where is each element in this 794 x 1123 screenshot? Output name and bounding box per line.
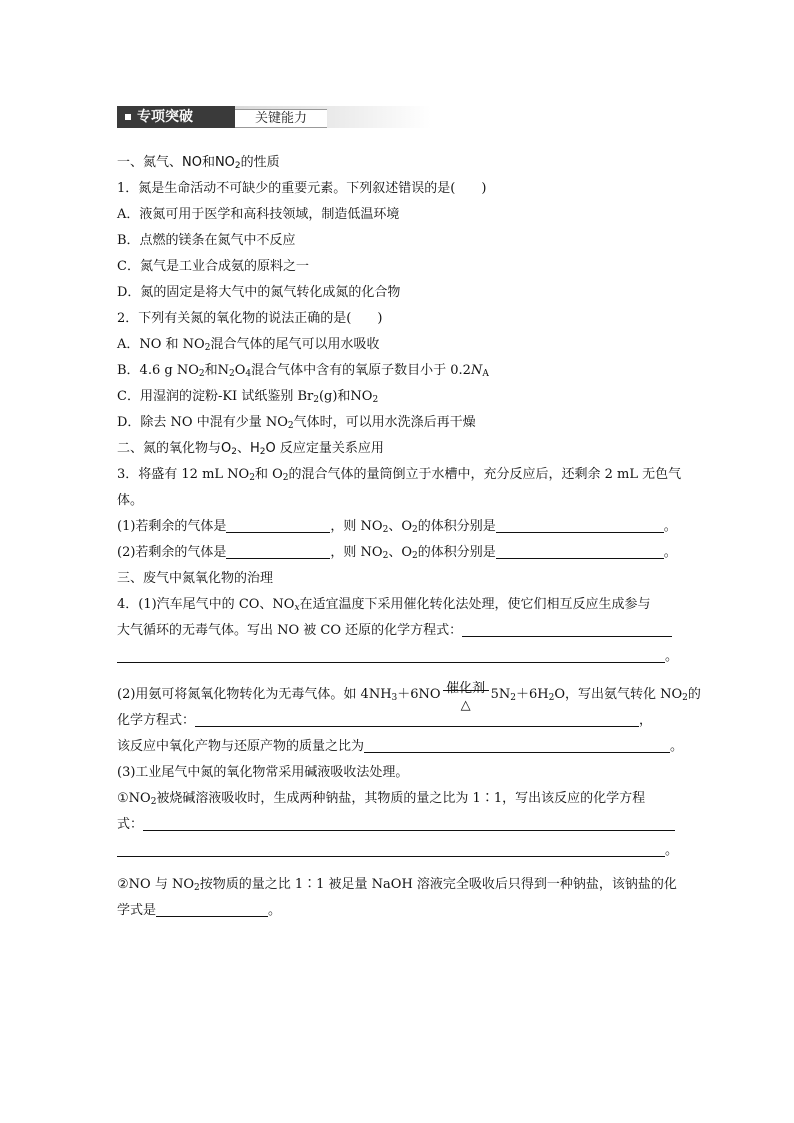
- q2-option-a: A．NO 和 $NO_2$混合气体的尾气可以用水吸收: [117, 337, 380, 353]
- banner-title-block: [117, 106, 235, 128]
- q4-part2-blank-equation[interactable]: [195, 710, 639, 727]
- q2-option-c: C．用湿润的淀粉-KI 试纸鉴别 $Br_2(g)$和$NO_2$: [117, 389, 379, 405]
- q3-part2: (2)若剩余的气体是 ，则 $NO_2$、$O_2$的体积分别是 。: [117, 540, 679, 566]
- q1-option-b: B．点燃的镁条在氮气中不反应: [117, 233, 296, 248]
- section-banner: [117, 106, 431, 128]
- q1-option-a: A．液氮可用于医学和高科技领域，制造低温环境: [117, 207, 400, 222]
- q4-part3-2-line2: 学式是 。: [117, 898, 679, 924]
- q4-part3-1-line3: 。: [117, 838, 679, 872]
- q4-part3-1-blank-equation[interactable]: [143, 814, 675, 831]
- q4-part2-line3: 该反应中氧化产物与还原产物的质量之比为 。: [117, 734, 679, 760]
- q3-stem-line1: 3．将盛有 12 mL $NO_2$和 $O_2$的混合气体的量筒倒立于水槽中，充分反应后，还剩余 2 mL 无色气: [117, 467, 682, 483]
- q3-part2-blank-volumes[interactable]: [496, 542, 664, 559]
- q4-part3-1-blank-continued[interactable]: [117, 840, 665, 857]
- q1-stem: 1．氮是生命活动不可缺少的重要元素。下列叙述错误的是( ): [117, 181, 487, 196]
- square-bullet-icon: [125, 114, 131, 120]
- q4-part2-blank-ratio[interactable]: [364, 736, 670, 753]
- q4-part3-heading: (3)工业尾气中氮的氧化物常采用碱液吸收法处理。: [117, 765, 409, 780]
- q3-stem-line2: 体。: [117, 493, 144, 508]
- banner-subtitle: 关键能力: [235, 109, 327, 128]
- q1-option-c: C．氮气是工业合成氨的原料之一: [117, 259, 309, 274]
- section-1-heading: 一、氮气、NO和$NO_2$的性质: [117, 155, 280, 171]
- q4-part1-line3: 。: [117, 644, 679, 678]
- q4-part3-2-blank-formula[interactable]: [156, 900, 268, 917]
- q3-part1: (1)若剩余的气体是 ，则 $NO_2$、$O_2$的体积分别是 。: [117, 514, 679, 540]
- q4-part1-line2: 大气循环的无毒气体。写出 NO 被 CO 还原的化学方程式：: [117, 618, 679, 644]
- q4-part3-1-line1: $①NO_2$被烧碱溶液吸收时，生成两种钠盐，其物质的量之比为 1∶1，写出该反应的化学方程: [117, 791, 646, 807]
- banner-title: 专项突破: [137, 109, 193, 125]
- q2-stem: 2．下列有关氮的氧化物的说法正确的是( ): [117, 311, 383, 326]
- q2-option-d: D．除去 NO 中混有少量 $NO_2$气体时，可以用水洗涤后再干燥: [117, 415, 476, 431]
- q4-part3-2-line1: ②NO 与 $NO_2$按物质的量之比 1∶1 被足量 NaOH 溶液完全吸收后只得到一种钠盐，该钠盐的化: [117, 877, 677, 893]
- banner-gradient: [235, 106, 431, 128]
- q4-part1-blank-continued[interactable]: [117, 646, 665, 663]
- q3-part1-blank-gas[interactable]: [226, 516, 330, 533]
- q4-part1-blank-equation[interactable]: [462, 620, 672, 637]
- q4-part1-line1: 4．(1)汽车尾气中的 CO、$NO_x$在适宜温度下采用催化转化法处理，使它们相互反应生成参与: [117, 597, 651, 613]
- section-3-heading: 三、废气中氮氧化物的治理: [117, 571, 274, 586]
- q4-part2-line2: 化学方程式： ，: [117, 708, 679, 734]
- section-2-heading: 二、氮的氧化物与$O_2$、$H_2O$ 反应定量关系应用: [117, 441, 384, 457]
- q2-option-b: B．4.6 g $NO_2$和$N_2O_4$混合气体中含有的氧原子数目小于 $0.2N_A$: [117, 363, 489, 379]
- q1-option-d: D．氮的固定是将大气中的氮气转化成氮的化合物: [117, 285, 401, 300]
- q4-part3-1-line2: 式：: [117, 812, 679, 838]
- q4-part2-line1: (2)用氨可将氮氧化物转化为无毒气体。如 $4NH_3+6NO$ 催化剂 △ $5N_2+6H_2O$，写出氨气转化 $NO_2$的: [117, 681, 701, 713]
- q3-part2-blank-gas[interactable]: [226, 542, 330, 559]
- worksheet-content: [117, 150, 701, 924]
- reaction-condition: 催化剂 △: [441, 680, 491, 706]
- q3-part1-blank-volumes[interactable]: [496, 516, 664, 533]
